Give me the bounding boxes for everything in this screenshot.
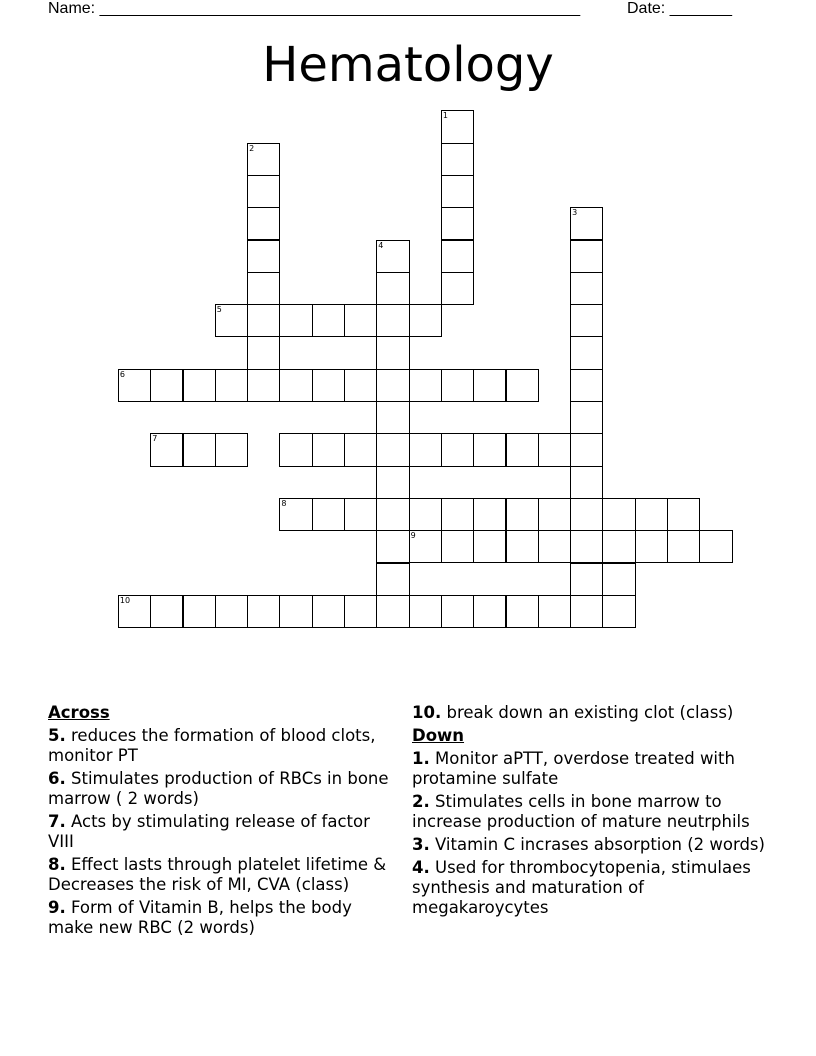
- grid-cell[interactable]: [441, 369, 474, 402]
- grid-cell[interactable]: [441, 530, 474, 563]
- grid-cell[interactable]: [506, 433, 539, 466]
- grid-cell[interactable]: [215, 369, 248, 402]
- grid-cell[interactable]: [635, 530, 668, 563]
- clue-number-label: 1: [442, 111, 448, 121]
- grid-cell[interactable]: [409, 595, 442, 628]
- grid-cell[interactable]: [118, 595, 151, 628]
- grid-cell[interactable]: [441, 433, 474, 466]
- clue-down-1: [412, 749, 772, 789]
- grid-cell[interactable]: [667, 498, 700, 531]
- grid-cell[interactable]: [570, 563, 603, 596]
- grid-cell[interactable]: [183, 369, 216, 402]
- grid-cell[interactable]: [473, 530, 506, 563]
- clue-number: 6.: [48, 769, 66, 788]
- grid-cell[interactable]: [376, 498, 409, 531]
- clue-number: 7.: [48, 812, 66, 831]
- clue-number-label: 4: [378, 240, 384, 250]
- clue-text: break down an existing clot (class): [441, 703, 734, 722]
- grid-cell[interactable]: [570, 466, 603, 499]
- grid-cell[interactable]: [570, 401, 603, 434]
- grid-cell[interactable]: [602, 498, 635, 531]
- grid-cell[interactable]: [376, 595, 409, 628]
- grid-cell[interactable]: [409, 498, 442, 531]
- grid-cell[interactable]: [538, 595, 571, 628]
- grid-cell[interactable]: [247, 595, 280, 628]
- grid-cell[interactable]: [150, 369, 183, 402]
- grid-cell[interactable]: [247, 143, 280, 176]
- grid-cell[interactable]: [344, 595, 377, 628]
- clue-across-7: [48, 812, 400, 852]
- clue-number-label: 9: [410, 531, 416, 541]
- grid-cell[interactable]: [570, 240, 603, 273]
- clue-number: 4.: [412, 858, 430, 877]
- grid-cell[interactable]: [506, 530, 539, 563]
- clue-number-label: 2: [249, 143, 255, 153]
- grid-cell[interactable]: [570, 433, 603, 466]
- clue-across-9: [48, 898, 400, 938]
- grid-cell[interactable]: [312, 433, 345, 466]
- grid-cell[interactable]: [441, 595, 474, 628]
- clue-text: Effect lasts through platelet lifetime & Decreases the risk of MI, CVA (class): [48, 855, 387, 894]
- grid-cell[interactable]: [279, 304, 312, 337]
- grid-cell[interactable]: [441, 207, 474, 240]
- grid-cell[interactable]: [667, 530, 700, 563]
- grid-cell[interactable]: [570, 595, 603, 628]
- clues-right-column: [412, 703, 772, 921]
- clue-text: Form of Vitamin B, helps the body make new RBC (2 words): [48, 898, 352, 937]
- grid-cell[interactable]: [602, 530, 635, 563]
- page-title: Hematology: [262, 37, 554, 93]
- grid-cell[interactable]: [473, 498, 506, 531]
- grid-cell[interactable]: [247, 369, 280, 402]
- down-heading: Down: [412, 726, 465, 745]
- grid-cell[interactable]: [215, 595, 248, 628]
- clue-number: 1.: [412, 749, 430, 768]
- grid-cell[interactable]: [376, 304, 409, 337]
- grid-cell[interactable]: [150, 433, 183, 466]
- grid-cell[interactable]: [441, 110, 474, 143]
- grid-cell[interactable]: [247, 240, 280, 273]
- name-field-label: Name: ______________________________________________________: [48, 0, 581, 17]
- clue-text: Monitor aPTT, overdose treated with protamine sulfate: [412, 749, 735, 788]
- grid-cell[interactable]: [215, 433, 248, 466]
- grid-cell[interactable]: [150, 595, 183, 628]
- grid-cell[interactable]: [409, 369, 442, 402]
- clue-across-10: [412, 703, 772, 723]
- grid-cell[interactable]: [344, 369, 377, 402]
- grid-cell[interactable]: [570, 207, 603, 240]
- grid-cell[interactable]: [183, 595, 216, 628]
- clue-text: reduces the formation of blood clots, monitor PT: [48, 726, 376, 765]
- grid-cell[interactable]: [506, 498, 539, 531]
- grid-cell[interactable]: [376, 240, 409, 273]
- clue-text: Acts by stimulating release of factor VIII: [48, 812, 370, 851]
- grid-cell[interactable]: [376, 530, 409, 563]
- grid-cell[interactable]: [376, 433, 409, 466]
- across-heading: Across: [48, 703, 110, 722]
- clue-number-label: 8: [281, 498, 287, 508]
- grid-cell[interactable]: [279, 595, 312, 628]
- grid-cell[interactable]: [570, 272, 603, 305]
- clue-down-4: [412, 858, 772, 918]
- grid-cell[interactable]: [376, 272, 409, 305]
- grid-cell[interactable]: [376, 401, 409, 434]
- grid-cell[interactable]: [344, 304, 377, 337]
- grid-cell[interactable]: [376, 336, 409, 369]
- grid-cell[interactable]: [247, 304, 280, 337]
- grid-cell[interactable]: [635, 498, 668, 531]
- grid-cell[interactable]: [602, 595, 635, 628]
- grid-cell[interactable]: [247, 272, 280, 305]
- grid-cell[interactable]: [118, 369, 151, 402]
- grid-cell[interactable]: [506, 595, 539, 628]
- grid-cell[interactable]: [473, 433, 506, 466]
- grid-cell[interactable]: [409, 433, 442, 466]
- clue-number: 10.: [412, 703, 442, 722]
- grid-cell[interactable]: [247, 175, 280, 208]
- grid-cell[interactable]: [570, 304, 603, 337]
- clue-number-label: 7: [152, 434, 158, 444]
- grid-cell[interactable]: [538, 498, 571, 531]
- clues-left-column: [48, 703, 400, 941]
- clue-number-label: 6: [119, 369, 125, 379]
- grid-cell[interactable]: [344, 433, 377, 466]
- grid-cell[interactable]: [602, 563, 635, 596]
- grid-cell[interactable]: [344, 498, 377, 531]
- clue-across-6: [48, 769, 400, 809]
- grid-cell[interactable]: [409, 530, 442, 563]
- clue-number: 9.: [48, 898, 66, 917]
- clue-across-5: [48, 726, 400, 766]
- grid-cell[interactable]: [312, 369, 345, 402]
- grid-cell[interactable]: [247, 207, 280, 240]
- grid-cell[interactable]: [279, 433, 312, 466]
- clue-down-2: [412, 792, 772, 832]
- grid-cell[interactable]: [376, 369, 409, 402]
- grid-cell[interactable]: [538, 530, 571, 563]
- grid-cell[interactable]: [376, 466, 409, 499]
- clue-text: Used for thrombocytopenia, stimulaes synthesis and maturation of megakaroycytes: [412, 858, 751, 917]
- grid-cell[interactable]: [279, 498, 312, 531]
- clue-number: 8.: [48, 855, 66, 874]
- clue-number-label: 5: [216, 305, 222, 315]
- grid-cell[interactable]: [570, 530, 603, 563]
- grid-cell[interactable]: [441, 143, 474, 176]
- grid-cell[interactable]: [473, 595, 506, 628]
- grid-cell[interactable]: [312, 498, 345, 531]
- grid-cell[interactable]: [441, 240, 474, 273]
- grid-cell[interactable]: [570, 336, 603, 369]
- grid-cell[interactable]: [473, 369, 506, 402]
- grid-cell[interactable]: [279, 369, 312, 402]
- grid-cell[interactable]: [699, 530, 732, 563]
- clue-number: 3.: [412, 835, 430, 854]
- grid-cell[interactable]: [441, 498, 474, 531]
- grid-cell[interactable]: [409, 304, 442, 337]
- grid-cell[interactable]: [506, 369, 539, 402]
- clue-number-label: 3: [572, 208, 578, 218]
- grid-cell[interactable]: [441, 272, 474, 305]
- grid-cell[interactable]: [215, 304, 248, 337]
- grid-cell[interactable]: [570, 369, 603, 402]
- clue-text: Stimulates cells in bone marrow to increase production of mature neutrphils: [412, 792, 750, 831]
- grid-cell[interactable]: [183, 433, 216, 466]
- clue-text: Vitamin C incrases absorption (2 words): [429, 835, 765, 854]
- grid-cell[interactable]: [312, 304, 345, 337]
- clue-across-8: [48, 855, 400, 895]
- clue-number: 5.: [48, 726, 66, 745]
- grid-cell[interactable]: [312, 595, 345, 628]
- grid-cell[interactable]: [376, 563, 409, 596]
- date-field-label: Date: _______: [627, 0, 732, 17]
- clue-number: 2.: [412, 792, 430, 811]
- grid-cell[interactable]: [570, 498, 603, 531]
- clue-text: Stimulates production of RBCs in bone marrow ( 2 words): [48, 769, 389, 808]
- grid-cell[interactable]: [538, 433, 571, 466]
- grid-cell[interactable]: [247, 336, 280, 369]
- clue-number-label: 10: [119, 595, 131, 605]
- clue-down-3: [412, 835, 772, 855]
- grid-cell[interactable]: [441, 175, 474, 208]
